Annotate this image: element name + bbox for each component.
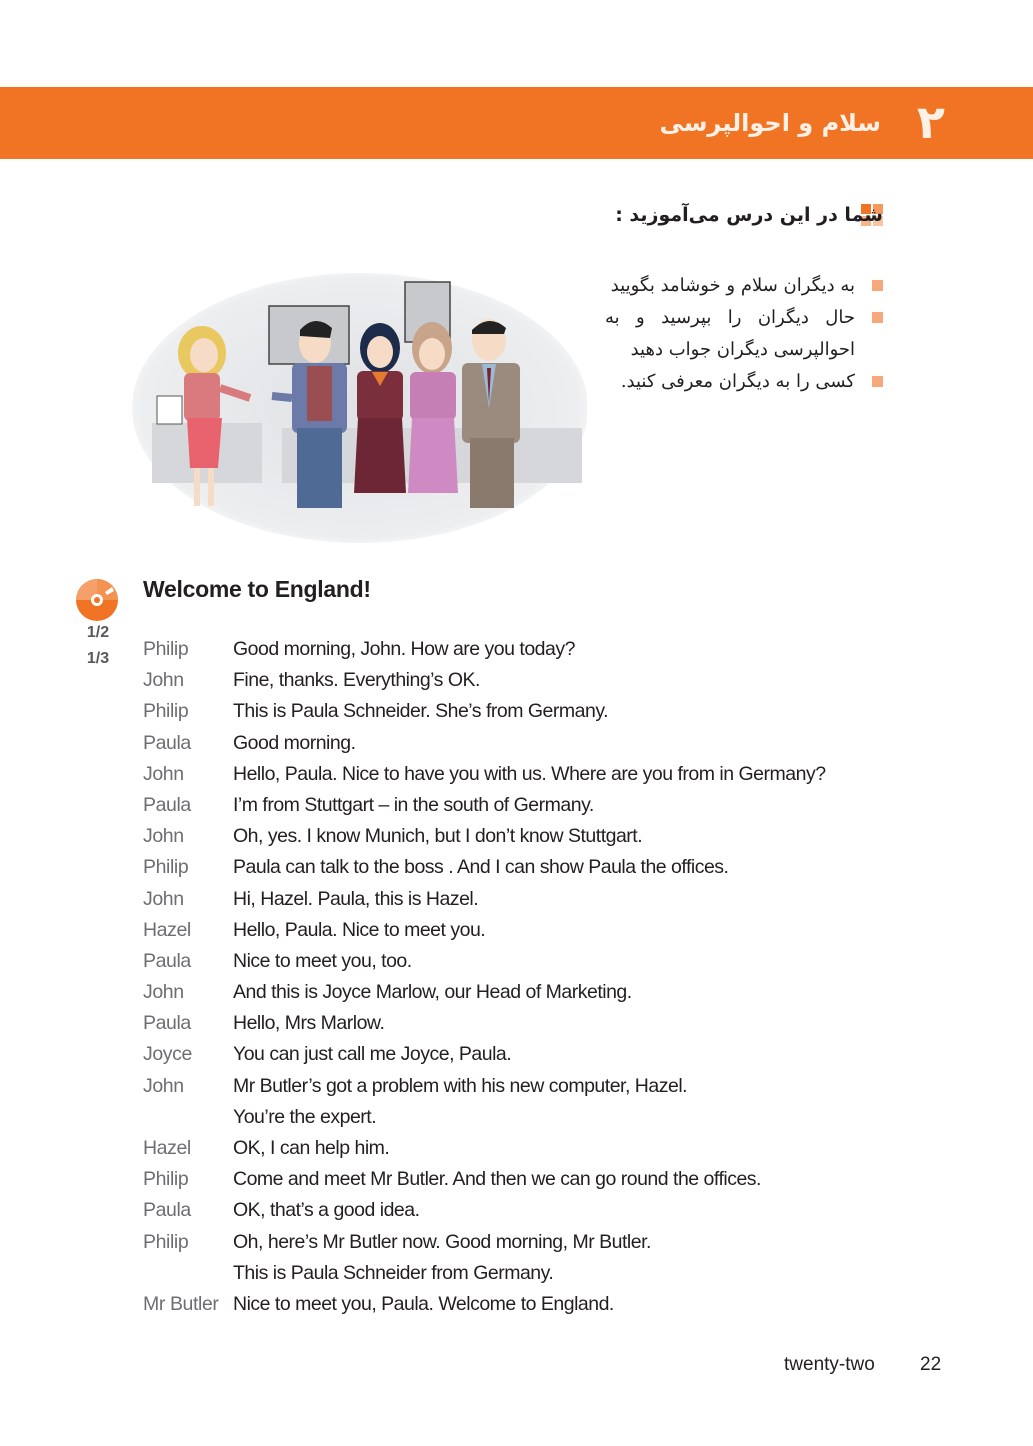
office-greeting-illustration xyxy=(132,268,587,543)
speaker-name: Paula xyxy=(143,731,191,754)
speaker-name: Mr Butler xyxy=(143,1292,219,1315)
dialogue-line xyxy=(143,977,903,1008)
speaker-name: John xyxy=(143,762,184,785)
page-number: 22 xyxy=(920,1354,942,1375)
line-text: OK, I can help him. xyxy=(233,1137,390,1159)
speaker-name: John xyxy=(143,981,184,1004)
dialogue-line xyxy=(143,1133,903,1164)
speaker-name: John xyxy=(143,669,184,692)
line-text: I’m from Stuttgart – in the south of Germany. xyxy=(233,793,594,816)
dialogue-line xyxy=(143,1258,903,1289)
speaker-name: Paula xyxy=(143,793,191,816)
line-text: Hi, Hazel. Paula, this is Hazel. xyxy=(233,887,479,910)
line-text: Nice to meet you, Paula. Welcome to England. xyxy=(233,1292,614,1315)
speaker-name: John xyxy=(143,825,184,848)
line-text: Come and meet Mr Butler. And then we can go round the offices. xyxy=(233,1168,761,1191)
line-text: Mr Butler’s got a problem with his new computer, Hazel. xyxy=(233,1074,688,1097)
line-text: This is Paula Schneider from Germany. xyxy=(233,1261,554,1284)
objectives-list xyxy=(605,270,855,398)
dialogue-line xyxy=(143,1039,903,1070)
lesson-banner xyxy=(0,87,1033,159)
line-text: OK, that’s a good idea. xyxy=(233,1199,420,1222)
audio-track: 1/3 xyxy=(86,650,110,667)
objectives-heading: شما در این درس می‌آموزید : xyxy=(615,204,883,226)
objective-item: به دیگران سلام و خوشامد بگویید xyxy=(605,270,855,302)
speaker-name: Hazel xyxy=(143,1137,191,1159)
dialogue-line xyxy=(143,884,903,915)
dialogue-line xyxy=(143,728,903,759)
speaker-name: Philip xyxy=(143,638,189,660)
line-text: Hello, Paula. Nice to have you with us. Where are you from in Germany? xyxy=(233,762,826,785)
speaker-name: Hazel xyxy=(143,918,191,941)
line-text: Oh, yes. I know Munich, but I don’t know Stuttgart. xyxy=(233,825,643,848)
line-text: This is Paula Schneider. She’s from Germany. xyxy=(233,700,609,723)
dialogue-title: Welcome to England! xyxy=(143,576,371,602)
dialogue-line xyxy=(143,915,903,946)
objective-item: کسی را به دیگران معرفی کنید. xyxy=(605,366,855,398)
page-number-words: twenty-two xyxy=(784,1354,875,1375)
person-hazel xyxy=(354,323,406,493)
dialogue-line xyxy=(143,696,903,727)
dialogue-line xyxy=(143,1071,903,1102)
speaker-name: Philip xyxy=(143,1230,189,1253)
line-text: Good morning, John. How are you today? xyxy=(233,638,575,660)
lesson-title: سلام و احوالپرسی xyxy=(659,109,881,137)
cd-icon[interactable] xyxy=(75,578,119,622)
line-text: Hello, Paula. Nice to meet you. xyxy=(233,918,486,941)
speaker-name: John xyxy=(143,1074,184,1097)
line-text: Good morning. xyxy=(233,731,356,754)
line-text: Hello, Mrs Marlow. xyxy=(233,1012,385,1035)
dialogue-line xyxy=(143,1008,903,1039)
speaker-name: Philip xyxy=(143,700,189,723)
dialogue xyxy=(143,634,903,1320)
dialogue-line xyxy=(143,1227,903,1258)
line-text: Paula can talk to the boss . And I can show Paula the offices. xyxy=(233,856,729,879)
line-text: Nice to meet you, too. xyxy=(233,949,412,972)
speaker-name: Paula xyxy=(143,1012,191,1035)
dialogue-line xyxy=(143,821,903,852)
speaker-name: Philip xyxy=(143,1168,189,1191)
line-text: You can just call me Joyce, Paula. xyxy=(233,1043,512,1066)
dialogue-line xyxy=(143,790,903,821)
dialogue-line xyxy=(143,1195,903,1226)
line-text: You’re the expert. xyxy=(233,1105,377,1128)
dialogue-line xyxy=(143,634,903,665)
square-bullet-icon xyxy=(872,312,883,323)
square-bullet-icon xyxy=(872,376,883,387)
audio-track: 1/2 xyxy=(86,624,110,641)
speaker-name: Paula xyxy=(143,949,191,972)
dialogue-line xyxy=(143,759,903,790)
dialogue-line xyxy=(143,1164,903,1195)
dialogue-line xyxy=(143,852,903,883)
line-text: Oh, here’s Mr Butler now. Good morning, Mr Butler. xyxy=(233,1230,651,1253)
line-text: And this is Joyce Marlow, our Head of Marketing. xyxy=(233,981,632,1004)
lesson-number: ۲ xyxy=(916,95,945,149)
dialogue-line xyxy=(143,946,903,977)
square-bullet-icon xyxy=(872,280,883,291)
dialogue-line xyxy=(143,665,903,696)
speaker-name: Paula xyxy=(143,1199,191,1222)
speaker-name: Philip xyxy=(143,856,189,879)
dialogue-line xyxy=(143,1102,903,1133)
speaker-name: Joyce xyxy=(143,1043,192,1066)
objective-item: حال دیگران را بپرسید و به احوالپرسی دیگران جواب دهید xyxy=(605,302,855,366)
dialogue-line xyxy=(143,1289,903,1320)
line-text: Fine, thanks. Everything’s OK. xyxy=(233,669,480,692)
speaker-name: John xyxy=(143,887,184,910)
person-joyce xyxy=(408,322,458,493)
